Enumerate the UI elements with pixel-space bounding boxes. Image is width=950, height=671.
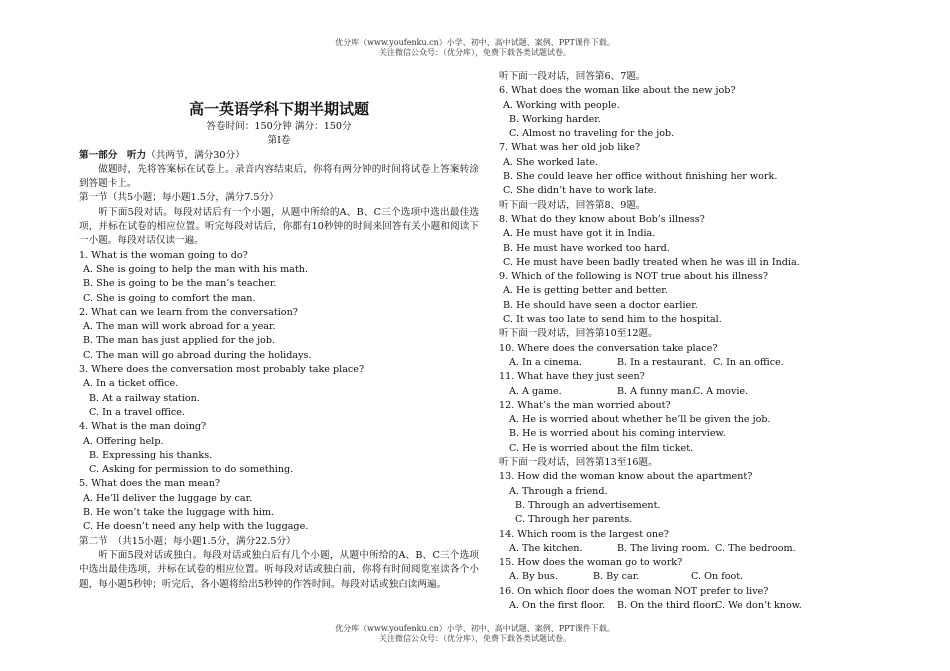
exam-info: 答卷时间：150分钟 满分：150分 <box>206 121 352 132</box>
intro-10-12: 听下面一段对话，回答第10至12题。 <box>499 328 658 340</box>
part1-note: （共两节，满分30分） <box>146 149 245 161</box>
q16-option-b: B. On the third floor. <box>617 599 718 611</box>
section1-instructions: 听下面5段对话。每段对话后有一个小题，从题中所给的A、B、C三个选项中选出最佳选项，并标在试卷的相应位置。听完每段对话后，你都有10秒钟的时间来回答有关小题和阅读下一小题。每段对话仅读一遍。 <box>79 206 479 247</box>
q1-option-c: C. She is going to comfort the man. <box>83 292 256 304</box>
q6-option-c: C. Almost no traveling for the job. <box>509 128 675 140</box>
q8-option-b: B. He must have worked too hard. <box>503 242 670 254</box>
q12-option-b: B. He is worried about his coming interview. <box>509 428 726 440</box>
q11-option-b: B. A funny man. <box>617 385 695 397</box>
exam-title: 高一英语学科下期半期试题 <box>188 100 369 118</box>
q4-option-c: C. Asking for permission to do something. <box>89 464 294 476</box>
q9-option-b: B. He should have seen a doctor earlier. <box>503 299 698 311</box>
question-1: 1. What is the woman going to do? <box>79 249 248 261</box>
question-6: 6. What does the woman like about the new job? <box>499 85 736 97</box>
right-column <box>499 70 919 613</box>
question-14: 14. Which room is the largest one? <box>499 528 669 540</box>
q14-option-c: C. The bedroom. <box>715 542 796 554</box>
part1-heading: 第一部分 听力 <box>79 149 147 161</box>
part1-heading-line <box>79 149 479 163</box>
q13-option-c: C. Through her parents. <box>515 514 633 526</box>
q11-options <box>499 385 919 399</box>
section2-instructions: 听下面5段对话或独白。每段对话或独白后有几个小题，从题中所给的A、B、C三个选项中选出最佳选项，并标在试卷的相应位置。听每段对话或独白前，你将有时间阅览室读各个小题，每小题5秒钟；听完后，各小题将给出5秒钟的作答时间。每段对话或独白读两遍。 <box>79 549 479 590</box>
q6-option-a: A. Working with people. <box>503 99 620 111</box>
part1-instructions: 做题时，先将答案标在试卷上。录音内容结束后，你将有两分钟的时间将试卷上答案转涂到答题卡上。 <box>79 163 479 190</box>
intro-8-9: 听下面一段对话，回答第8、9题。 <box>499 199 646 211</box>
q8-option-c: C. He must have been badly treated when he was ill in India. <box>503 256 800 268</box>
intro-6-7: 听下面一段对话，回答第6、7题。 <box>499 71 646 82</box>
footer-line-1: 优分库（www.youfenku.cn）小学、初中、高中试题、案例、PPT课件下载。 <box>335 624 615 633</box>
q10-option-b: B. In a restaurant. <box>617 356 707 368</box>
q14-option-a: A. The kitchen. <box>509 542 583 554</box>
q3-option-c: C. In a travel office. <box>89 406 186 418</box>
question-4: 4. What is the man doing? <box>79 421 207 433</box>
question-5: 5. What does the man mean? <box>79 478 221 490</box>
question-2: 2. What can we learn from the conversation? <box>79 306 298 318</box>
q7-option-a: A. She worked late. <box>503 156 599 168</box>
q10-option-c: C. In an office. <box>713 356 784 368</box>
q7-option-b: B. She could leave her office without finishing her work. <box>503 171 778 183</box>
q15-option-a: A. By bus. <box>509 571 558 583</box>
q15-option-c: C. On foot. <box>691 571 744 583</box>
question-10: 10. Where does the conversation take place? <box>499 342 718 354</box>
question-7: 7. What was her old job like? <box>499 142 641 154</box>
q14-options <box>499 542 919 556</box>
question-15: 15. How does the woman go to work? <box>499 557 683 569</box>
q10-options <box>499 356 919 370</box>
q15-options <box>499 570 919 584</box>
q3-option-b: B. At a railway station. <box>89 392 200 404</box>
question-13: 13. How did the woman know about the apartment? <box>499 471 753 483</box>
q5-option-c: C. He doesn’t need any help with the luggage. <box>83 521 309 533</box>
footer-line-2: 关注微信公众号：（优分库），免费下载各类试题试卷。 <box>379 634 571 643</box>
q9-option-a: A. He is getting better and better. <box>503 285 668 297</box>
q14-option-b: B. The living room. <box>617 542 710 554</box>
q13-option-a: A. Through a friend. <box>509 485 608 497</box>
q2-option-c: C. The man will go abroad during the holidays. <box>83 349 312 361</box>
q16-option-c: C. We don’t know. <box>715 599 802 611</box>
q16-option-a: A. On the first floor. <box>509 599 606 611</box>
q1-option-a: A. She is going to help the man with his math. <box>83 263 308 275</box>
q13-option-b: B. Through an advertisement. <box>515 499 661 511</box>
q10-option-a: A. In a cinema. <box>509 356 582 368</box>
question-12: 12. What’s the man worried about? <box>499 399 671 411</box>
question-3: 3. Where does the conversation most probably take place? <box>79 364 365 376</box>
q6-option-b: B. Working harder. <box>509 113 601 125</box>
section2-heading: 第二节 （共15小题；每小题1.5分，满分22.5分） <box>79 535 296 547</box>
q9-option-c: C. It was too late to send him to the hospital. <box>503 314 722 326</box>
q12-option-c: C. He is worried about the film ticket. <box>509 442 694 454</box>
q11-option-a: A. A game. <box>509 385 562 397</box>
q3-option-a: A. In a ticket office. <box>83 378 179 390</box>
q2-option-b: B. The man has just applied for the job. <box>83 335 276 347</box>
volume-label: 第Ⅰ卷 <box>267 135 291 147</box>
q12-option-a: A. He is worried about whether he’ll be given the job. <box>509 414 771 426</box>
q15-option-b: B. By car. <box>593 571 640 583</box>
page-header <box>0 38 950 58</box>
header-line-1: 优分库（www.youfenku.cn）小学、初中、高中试题、案例、PPT课件下载。 <box>335 38 615 47</box>
q1-option-b: B. She is going to be the man’s teacher. <box>83 278 277 290</box>
q4-option-b: B. Expressing his thanks. <box>89 449 213 461</box>
left-column <box>79 70 479 592</box>
section1-heading: 第一节（共5小题；每小题1.5分，满分7.5分） <box>79 192 279 204</box>
q2-option-a: A. The man will work abroad for a year. <box>83 321 276 333</box>
q5-option-b: B. He won’t take the luggage with him. <box>83 507 275 519</box>
q8-option-a: A. He must have got it in India. <box>503 228 656 240</box>
question-16: 16. On which floor does the woman NOT prefer to live? <box>499 585 769 597</box>
question-11: 11. What have they just seen? <box>499 371 645 383</box>
question-9: 9. Which of the following is NOT true about his illness? <box>499 271 769 283</box>
q5-option-a: A. He’ll deliver the luggage by car. <box>83 492 253 504</box>
header-line-2: 关注微信公众号：（优分库），免费下载各类试题试卷。 <box>379 48 571 57</box>
q7-option-c: C. She didn’t have to work late. <box>503 185 657 197</box>
q11-option-c: C. A movie. <box>693 385 749 397</box>
q16-options <box>499 599 919 613</box>
page-footer <box>0 624 950 644</box>
question-8: 8. What do they know about Bob’s illness? <box>499 213 705 225</box>
intro-13-16: 听下面一段对话，回答第13至16题。 <box>499 457 658 469</box>
q4-option-a: A. Offering help. <box>83 435 164 447</box>
